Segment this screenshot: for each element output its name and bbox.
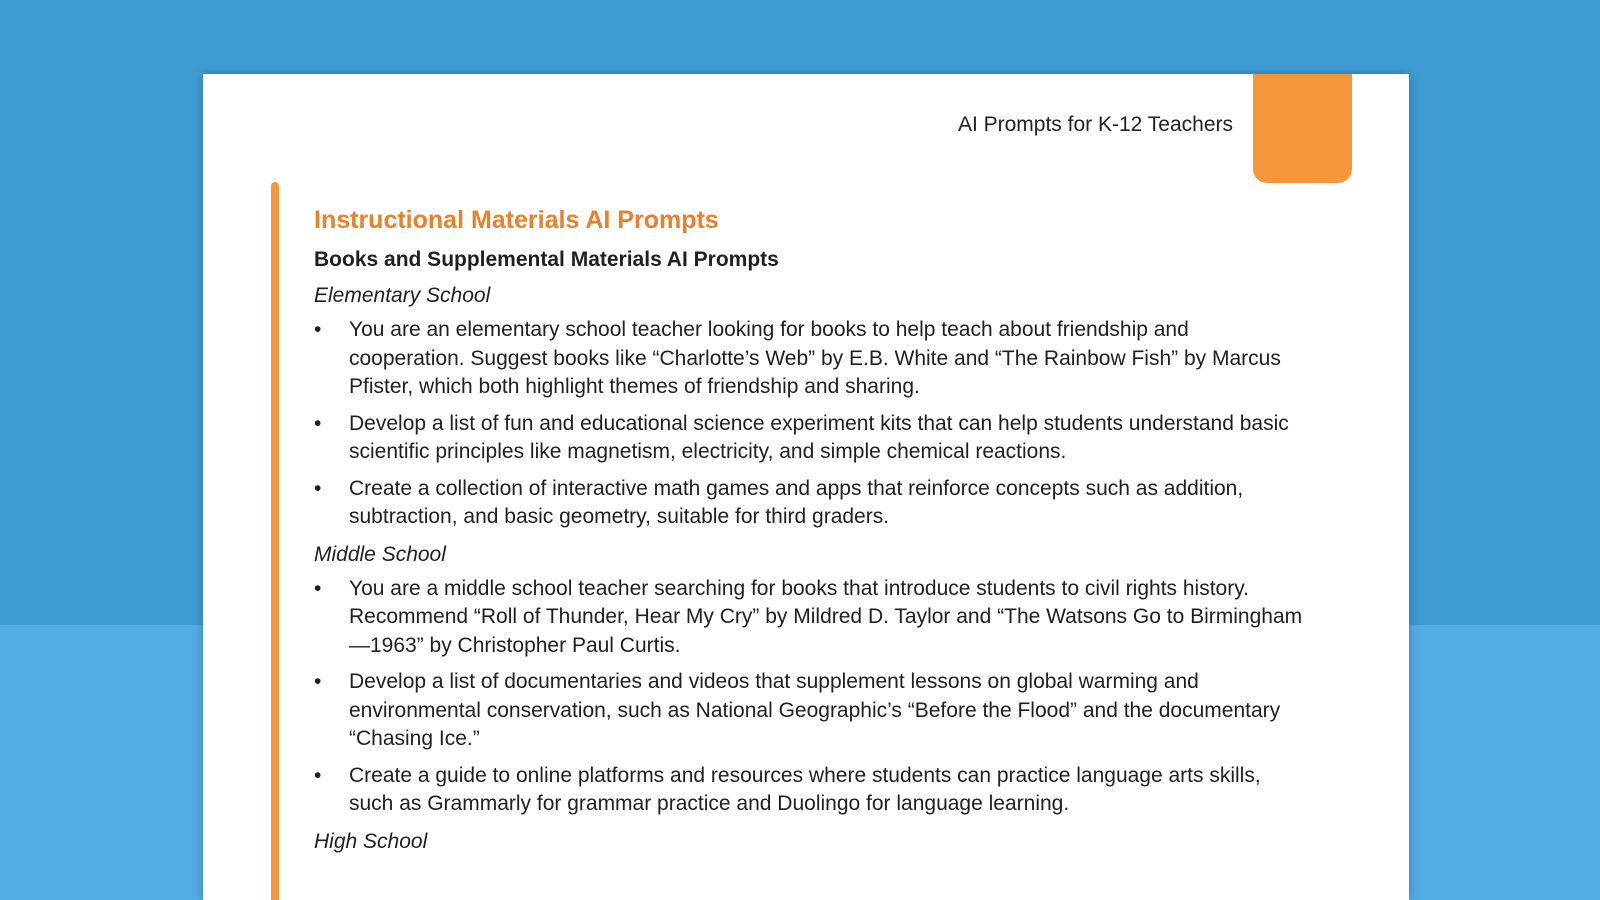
bullet-icon: • — [314, 476, 322, 500]
list-item — [314, 575, 1304, 661]
subsection-title: Books and Supplemental Materials AI Prompts — [314, 248, 779, 271]
bullet-icon: • — [314, 670, 322, 693]
level-heading: Middle School — [314, 542, 446, 566]
corner-tab-decoration — [1253, 74, 1352, 183]
list-item — [314, 316, 1304, 402]
level-heading: Elementary School — [314, 284, 491, 307]
list-item-text: Develop a list of fun and educational science experiment kits that can help students understand basic scientific principles like magnetism, electricity, and simple chemical reactions. — [349, 411, 1289, 463]
bullet-icon: • — [314, 763, 322, 787]
list-item — [314, 410, 1304, 467]
bullet-icon: • — [314, 411, 322, 435]
list-item-text: Develop a list of documentaries and videos that supplement lessons on global warming and environmental conservation, such as National Geographic’s “Before the Flood” and the documentary “Chasing Ice.” — [349, 670, 1281, 750]
level-high-school — [314, 827, 1304, 857]
list-item-text: You are a middle school teacher searching for books that introduce students to civil rights history. Recommend “Roll of Thunder, Hear My Cry” by Mildred D. Taylor and “The Watsons Go to Birmingham—1963” by Christopher Paul Curtis. — [349, 576, 1303, 657]
list-item-text: Create a guide to online platforms and resources where students can practice language arts skills, such as Grammarly for grammar practice and Duolingo for language learning. — [349, 763, 1261, 815]
level-heading: High School — [314, 829, 428, 853]
prompt-list — [314, 316, 1304, 532]
prompt-list — [314, 575, 1304, 819]
document-header-title: AI Prompts for K-12 Teachers — [957, 113, 1233, 136]
list-item — [314, 668, 1304, 754]
section-title: Instructional Materials AI Prompts — [314, 206, 719, 234]
list-item — [314, 762, 1304, 819]
list-item-text: Create a collection of interactive math games and apps that reinforce concepts such as addition, subtraction, and basic geometry, suitable for third graders. — [349, 476, 1244, 528]
list-item — [314, 475, 1304, 532]
accent-bar — [271, 182, 279, 900]
bullet-icon: • — [314, 318, 322, 341]
document-page — [203, 74, 1409, 900]
bullet-icon: • — [314, 576, 322, 600]
level-elementary-school — [314, 281, 1304, 532]
document-content — [314, 204, 1304, 862]
list-item-text: You are an elementary school teacher looking for books to help teach about friendship and cooperation. Suggest books like “Charlotte’s Web” by E.B. White and “The Rainbow Fish” by Marcus Pfister, which both highlight themes of friendship and sharing. — [349, 318, 1281, 398]
level-middle-school — [314, 540, 1304, 819]
